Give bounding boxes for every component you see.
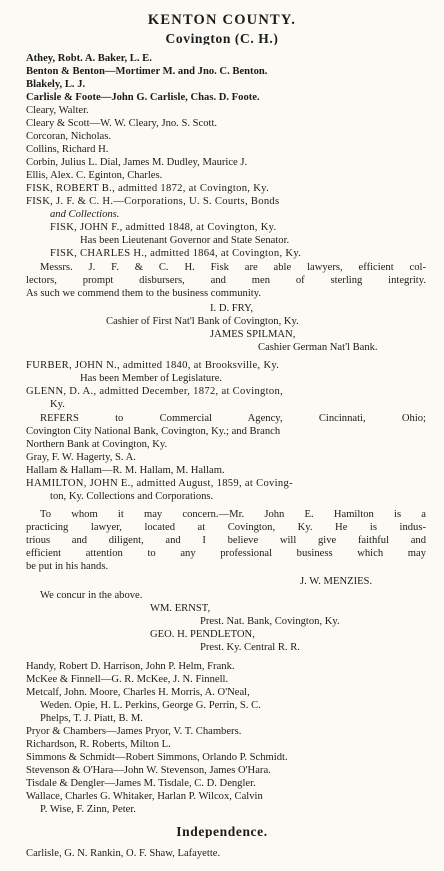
listing-line: Corcoran, Nicholas. xyxy=(26,131,112,142)
signature-name: WM. ERNST, xyxy=(150,603,211,614)
reference-line: Covington City National Bank, Covington, Ky.; and Branch xyxy=(26,426,281,437)
listing-line: and Collections. xyxy=(50,209,120,220)
testimonial-line: practicing lawyer, located at Covington, Ky. He is indus- xyxy=(26,522,426,533)
listing-line: FISK, J. F. & C. H.—Corporations, U. S. Courts, Bonds xyxy=(26,196,280,207)
listing-line: Phelps, T. J. Piatt, B. M. xyxy=(40,713,143,724)
listing-line: Ellis, Alex. C. Eginton, Charles. xyxy=(26,170,163,181)
listing-line: Benton & Benton—Mortimer M. and Jno. C. Benton. xyxy=(26,66,268,77)
testimonial-line: efficient attention to any professional business which may xyxy=(26,548,426,559)
listing-line: GLENN, D. A., admitted December, 1872, at Covington, xyxy=(26,386,284,397)
listing-line: Blakely, L. J. xyxy=(26,79,86,90)
listing-line: Richardson, R. Roberts, Milton L. xyxy=(26,739,171,750)
listing-line: FISK, JOHN F., admitted 1848, at Covington, Ky. xyxy=(50,222,277,233)
listing-line: Cleary & Scott—W. W. Cleary, Jno. S. Scott. xyxy=(26,118,218,129)
listing-line: Simmons & Schmidt—Robert Simmons, Orlando P. Schmidt. xyxy=(26,752,288,763)
signature-name: I. D. FRY, xyxy=(210,303,254,314)
listing-line: Pryor & Chambers—James Pryor, V. T. Chambers. xyxy=(26,726,242,737)
listing-line: Stevenson & O'Hara—John W. Stevenson, James O'Hara. xyxy=(26,765,271,776)
testimonial-line: be put in his hands. xyxy=(26,561,109,572)
listing-line: Wallace, Charles G. Whitaker, Harlan P. Wilcox, Calvin xyxy=(26,791,263,802)
listing-line: Metcalf, John. Moore, Charles H. Morris, A. O'Neal, xyxy=(26,687,250,698)
listing-line: Weden. Opie, H. L. Perkins, George G. Perrin, S. C. xyxy=(40,700,261,711)
listing-line: Has been Lieutenant Governor and State Senator. xyxy=(80,235,290,246)
testimonial-line: lectors, prompt disbursers, and men of sterling integrity. xyxy=(26,275,426,286)
signature-title: Cashier German Nat'l Bank. xyxy=(258,342,378,353)
testimonial-line: trious and diligent, and I believe will give faithful and xyxy=(26,535,426,546)
listing-line: ton, Ky. Collections and Corporations. xyxy=(50,491,214,502)
listing-line: Athey, Robt. A. Baker, L. E. xyxy=(26,53,152,64)
listing-line: Ky. xyxy=(50,399,65,410)
reference-line: REFERS to Commercial Agency, Cincinnati, Ohio; xyxy=(40,413,426,424)
listing-line: Has been Member of Legislature. xyxy=(80,373,223,384)
signature-title: Cashier of First Nat'l Bank of Covington, Ky. xyxy=(106,316,299,327)
listing-line: Tisdale & Dengler—James M. Tisdale, C. D. Dengler. xyxy=(26,778,256,789)
listing-line: Hallam & Hallam—R. M. Hallam, M. Hallam. xyxy=(26,465,225,476)
listing-line: Collins, Richard H. xyxy=(26,144,109,155)
listing-line: Gray, F. W. Hagerty, S. A. xyxy=(26,452,136,463)
listing-line: Carlisle, G. N. Rankin, O. F. Shaw, Lafayette. xyxy=(26,848,221,859)
listing-line: FURBER, JOHN N., admitted 1840, at Brooksville, Ky. xyxy=(26,360,280,371)
town-heading: Independence. xyxy=(176,826,268,838)
signature-title: Prest. Ky. Central R. R. xyxy=(200,642,300,653)
listing-line: P. Wise, F. Zinn, Peter. xyxy=(40,804,136,815)
city-heading: Covington (C. H.) xyxy=(165,33,279,45)
listing-line: HAMILTON, JOHN E., admitted August, 1859, at Coving- xyxy=(26,478,293,489)
county-heading: KENTON COUNTY. xyxy=(147,14,297,26)
listing-line: McKee & Finnell—G. R. McKee, J. N. Finnell. xyxy=(26,674,229,685)
listing-line: FISK, ROBERT B., admitted 1872, at Covington, Ky. xyxy=(26,183,270,194)
testimonial-line: Messrs. J. F. & C. H. Fisk are able lawyers, efficient col- xyxy=(40,262,426,273)
reference-line: Northern Bank at Covington, Ky. xyxy=(26,439,168,450)
listing-line: Carlisle & Foote—John G. Carlisle, Chas. D. Foote. xyxy=(26,92,260,103)
signature-title: Prest. Nat. Bank, Covington, Ky. xyxy=(200,616,340,627)
listing-line: Corbin, Julius L. Dial, James M. Dudley, Maurice J. xyxy=(26,157,248,168)
signature-name: GEO. H. PENDLETON, xyxy=(150,629,255,640)
listing-line: Handy, Robert D. Harrison, John P. Helm, Frank. xyxy=(26,661,235,672)
concur-line: We concur in the above. xyxy=(40,590,143,601)
signature-name: J. W. MENZIES. xyxy=(300,576,373,587)
signature-name: JAMES SPILMAN, xyxy=(210,329,296,340)
testimonial-line: As such we commend them to the business community. xyxy=(26,288,261,299)
testimonial-line: To whom it may concern.—Mr. John E. Hamilton is a xyxy=(40,509,426,520)
listing-line: FISK, CHARLES H., admitted 1864, at Covington, Ky. xyxy=(50,248,302,259)
listing-line: Cleary, Walter. xyxy=(26,105,89,116)
